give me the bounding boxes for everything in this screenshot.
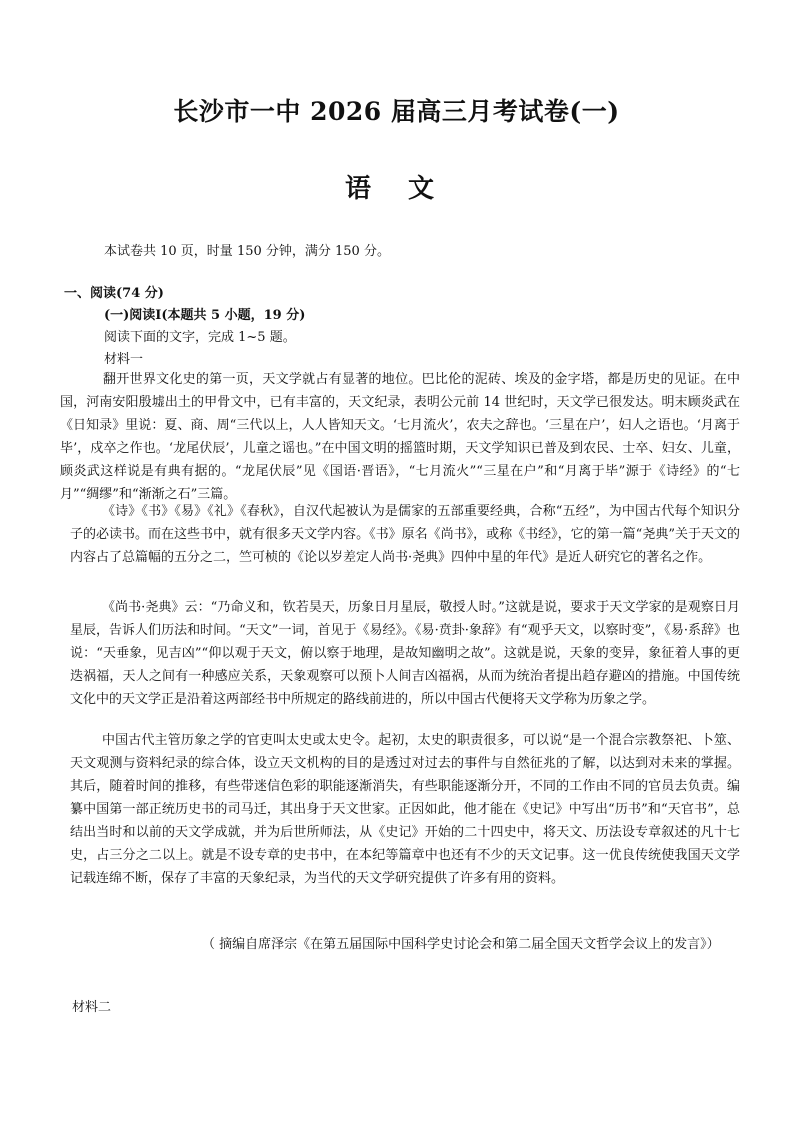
section-subheading: (一)阅读Ⅰ(本题共 5 小题，19 分)	[104, 308, 306, 323]
subject-title: 语 文	[344, 174, 449, 204]
paragraph-3: 《尚书·尧典》云：“乃命义和，钦若昊天，历象日月星辰，敬授人时。”这就是说，要求于天文学家的是观察日月星辰，告诉人们历法和时间。“天文”一词，首见于《易经》。《易·贲卦·象辞》有“观乎天文，以察时变”，《易·系辞》也说：“天垂象，见吉凶”“仰以观于天文，俯以察于地理，是故知幽明之故”。这就是说，天象的变异，象征着人事的更迭祸福，天人之间有一种感应关系，天象观察可以预卜人间吉凶福祸，从而为统治者提出趋存避凶的措施。中国传统文化中的天文学正是沿着这两部经书中所规定的路线前进的，所以中国古代便将天文学称为历象之学。	[70, 600, 740, 707]
material-one-label: 材料一	[104, 352, 144, 367]
exam-title: 长沙市一中 2026 届高三月考试卷(一)	[173, 97, 620, 126]
exam-intro: 本试卷共 10 页，时量 150 分钟，满分 150 分。	[104, 244, 390, 259]
material-two-label: 材料二	[72, 1000, 112, 1015]
reading-instruction: 阅读下面的文字，完成 1~5 题。	[104, 330, 296, 345]
paragraph-1: 翻开世界文化史的第一页，天文学就占有显著的地位。巴比伦的泥砖、埃及的金字塔，都是历史的见证。在中国，河南安阳殷墟出土的甲骨文中，已有丰富的，天文纪录，表明公元前 14 世纪时，天文学已很发达。明末顾炎武在《日知录》里说：夏、商、周“三代以上，人人皆知天文。‘七月流火’，农夫之辞也。‘三星在户’，妇人之语也。‘月离于毕’，戍卒之作也。‘龙尾伏辰’，儿童之谣也。”在中国文明的摇篮时期，天文学知识已普及到农民、士卒、妇女、儿童，顾炎武这样说是有典有据的。“龙尾伏辰”见《国语·晋语》，“七月流火”“三星在户”和“月离于毕”源于《诗经》的“七月”“绸缪”和“渐渐之石”三篇。	[60, 372, 740, 502]
paragraph-2: 《诗》《书》《易》《礼》《春秋》，自汉代起被认为是儒家的五部重要经典，合称“五经”，为中国古代每个知识分子的必读书。而在这些书中，就有很多天文学内容。《书》原名《尚书》，或称《书经》，它的第一篇“尧典”关于天文的内容占了总篇幅的五分之二，竺可桢的《论以岁差定人尚书·尧典》四仲中星的年代》是近人研究它的著名之作。	[70, 504, 740, 565]
section-heading: 一、阅读(74 分)	[64, 286, 164, 301]
paragraph-4: 中国古代主管历象之学的官吏叫太史或太史令。起初，太史的职责很多，可以说“是一个混合宗教祭祀、卜筮、天文观测与资料纪录的综合体，设立天文机构的目的是透过对过去的事件与自然征兆的了解，以达到对未来的掌握。其后，随着时间的推移，有些带迷信色彩的职能逐渐消失，有些职能逐渐分开，不同的工作由不同的官员去负责。编纂中国第一部正统历史书的司马迁，其出身于天文世家。正因如此，他才能在《史记》中写出“历书”和“天官书”，总结出当时和以前的天文学成就，并为后世所师法，从《史记》开始的二十四史中，将天文、历法设专章叙述的凡十七史，占三分之二以上。就是不设专章的史书中，在本纪等篇章中也还有不少的天文记事。这一优良传统使我国天文学记载连绵不断，保存了丰富的天象纪录，为当代的天文学研究提供了许多有用的资料。	[70, 733, 740, 886]
source-citation: （ 摘编自席泽宗《在第五届国际中国科学史讨论会和第二届全国天文哲学会议上的发言》）	[202, 937, 720, 952]
